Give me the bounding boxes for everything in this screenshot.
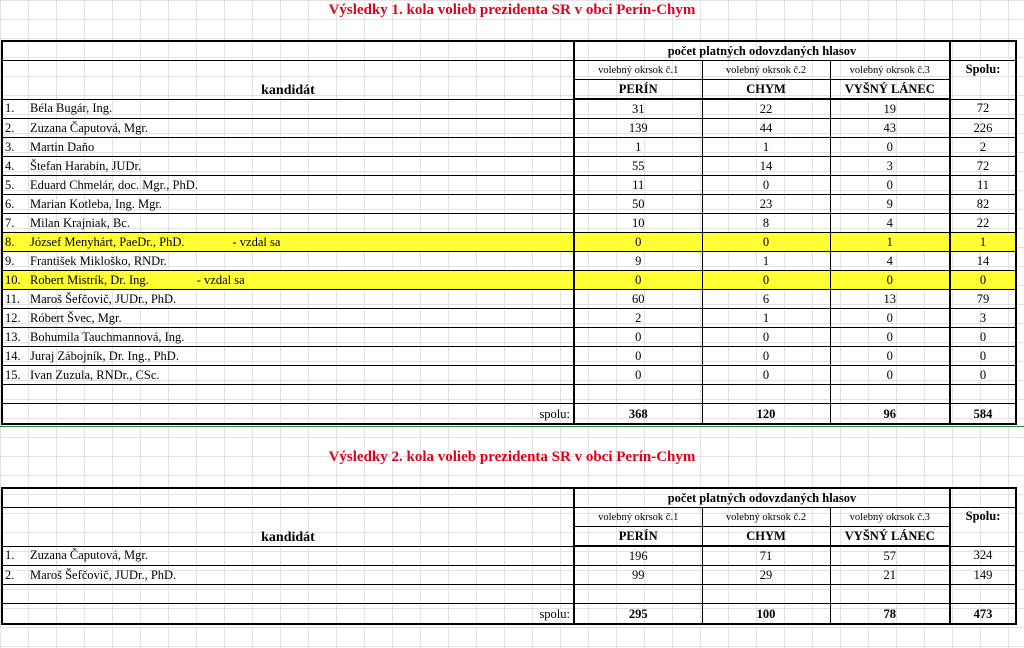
candidate-row [2, 252, 1016, 271]
candidate-total: 226 [950, 119, 1016, 138]
candidate-name: József Menyhárt, PaeDr., PhD. [30, 234, 185, 249]
candidate-name-cell [26, 138, 574, 157]
totals-row [2, 604, 1016, 625]
district-label: volebný okrsok č.3 [830, 61, 950, 80]
district-votes: 13 [830, 290, 950, 309]
candidate-index: 11. [2, 290, 26, 309]
candidate-total: 149 [950, 566, 1016, 585]
candidate-total: 22 [950, 214, 1016, 233]
candidate-index: 13. [2, 328, 26, 347]
candidate-name: Milan Krajniak, Bc. [30, 215, 130, 230]
district-name: VYŠNÝ LÁNEC [830, 527, 950, 547]
header-row-districts [2, 508, 1016, 527]
candidate-name-cell [26, 195, 574, 214]
candidate-index: 3. [2, 138, 26, 157]
candidate-name-cell [26, 328, 574, 347]
candidate-name: Ivan Zuzula, RNDr., CSc. [30, 367, 160, 382]
district-votes: 2 [574, 309, 702, 328]
district-name: PERÍN [574, 80, 702, 100]
district-votes: 9 [574, 252, 702, 271]
header-blank [2, 488, 574, 508]
total-header-blank [950, 488, 1016, 508]
district-votes: 1 [574, 138, 702, 157]
candidate-index: 10. [2, 271, 26, 290]
candidate-index: 4. [2, 157, 26, 176]
district-votes: 9 [830, 195, 950, 214]
candidate-index: 12. [2, 309, 26, 328]
district-label: volebný okrsok č.1 [574, 61, 702, 80]
totals-label: spolu: [2, 604, 574, 625]
total-header: Spolu: [950, 61, 1016, 100]
district-votes: 1 [702, 138, 830, 157]
candidate-name: František Mikloško, RNDr. [30, 253, 167, 268]
candidate-row [2, 546, 1016, 566]
header-row-group [2, 488, 1016, 508]
candidate-row [2, 271, 1016, 290]
candidate-name-cell [26, 233, 574, 252]
district-label: volebný okrsok č.3 [830, 508, 950, 527]
round1-results-table [1, 40, 1017, 425]
candidate-total: 0 [950, 366, 1016, 385]
candidate-total: 79 [950, 290, 1016, 309]
district-total: 96 [830, 404, 950, 425]
district-votes: 0 [702, 328, 830, 347]
candidate-note: - vzdal sa [232, 234, 281, 249]
candidate-index: 5. [2, 176, 26, 195]
empty-cell [702, 385, 830, 404]
district-votes: 196 [574, 546, 702, 566]
candidate-total: 0 [950, 328, 1016, 347]
district-votes: 60 [574, 290, 702, 309]
district-name: VYŠNÝ LÁNEC [830, 80, 950, 100]
candidate-index: 14. [2, 347, 26, 366]
district-label: volebný okrsok č.1 [574, 508, 702, 527]
district-votes: 0 [574, 328, 702, 347]
district-votes: 22 [702, 99, 830, 119]
district-votes: 0 [702, 366, 830, 385]
district-votes: 0 [830, 176, 950, 195]
district-votes: 11 [574, 176, 702, 195]
candidate-index: 2. [2, 119, 26, 138]
totals-row [2, 404, 1016, 425]
candidate-total: 3 [950, 309, 1016, 328]
round2-title: Výsledky 2. kola volieb prezidenta SR v obci Perín-Chym [328, 449, 696, 465]
candidate-note: - vzdal sa [196, 272, 245, 287]
candidate-name: Marian Kotleba, Ing. Mgr. [30, 196, 162, 211]
candidate-index: 6. [2, 195, 26, 214]
district-votes: 0 [830, 366, 950, 385]
district-votes: 0 [702, 347, 830, 366]
candidate-total: 11 [950, 176, 1016, 195]
sheet-divider [0, 426, 1024, 427]
empty-cell [830, 585, 950, 604]
candidate-name-cell [26, 119, 574, 138]
district-label: volebný okrsok č.2 [702, 508, 830, 527]
candidate-index: 8. [2, 233, 26, 252]
district-votes: 4 [830, 252, 950, 271]
empty-cell [2, 585, 574, 604]
district-votes: 0 [830, 271, 950, 290]
votes-group-header: počet platných odovzdaných hlasov [574, 41, 950, 61]
candidate-header: kandidát [2, 61, 574, 100]
candidate-row [2, 138, 1016, 157]
candidate-name-cell [26, 290, 574, 309]
candidate-name: Zuzana Čaputová, Mgr. [30, 120, 149, 135]
district-total: 368 [574, 404, 702, 425]
district-name: CHYM [702, 80, 830, 100]
district-votes: 50 [574, 195, 702, 214]
header-row-districts [2, 61, 1016, 80]
candidate-row [2, 309, 1016, 328]
totals-label: spolu: [2, 404, 574, 425]
empty-row [2, 385, 1016, 404]
votes-group-header: počet platných odovzdaných hlasov [574, 488, 950, 508]
candidate-index: 7. [2, 214, 26, 233]
district-total: 78 [830, 604, 950, 625]
district-votes: 0 [702, 176, 830, 195]
round1-title: Výsledky 1. kola volieb prezidenta SR v obci Perín-Chym [328, 2, 696, 18]
candidate-name: Maroš Šefčovič, JUDr., PhD. [30, 291, 177, 306]
candidate-name-cell [26, 176, 574, 195]
district-votes: 31 [574, 99, 702, 119]
district-total: 120 [702, 404, 830, 425]
candidate-row [2, 347, 1016, 366]
empty-cell [950, 385, 1016, 404]
candidate-total: 0 [950, 271, 1016, 290]
candidate-total: 14 [950, 252, 1016, 271]
candidate-row [2, 366, 1016, 385]
district-label: volebný okrsok č.2 [702, 61, 830, 80]
empty-cell [950, 585, 1016, 604]
district-votes: 0 [574, 271, 702, 290]
candidate-name: Eduard Chmelár, doc. Mgr., PhD. [30, 177, 198, 192]
candidate-name-cell [26, 157, 574, 176]
district-votes: 0 [574, 366, 702, 385]
district-votes: 4 [830, 214, 950, 233]
candidate-name-cell [26, 271, 574, 290]
district-votes: 1 [702, 309, 830, 328]
district-votes: 43 [830, 119, 950, 138]
candidate-name: Štefan Harabin, JUDr. [30, 158, 142, 173]
district-votes: 0 [830, 328, 950, 347]
grand-total: 473 [950, 604, 1016, 625]
header-row-group [2, 41, 1016, 61]
candidate-name: Bohumila Tauchmannová, Ing. [30, 329, 185, 344]
district-name: PERÍN [574, 527, 702, 547]
candidate-total: 324 [950, 546, 1016, 566]
candidate-name-cell [26, 252, 574, 271]
district-votes: 8 [702, 214, 830, 233]
candidate-total: 1 [950, 233, 1016, 252]
district-votes: 10 [574, 214, 702, 233]
candidate-row [2, 566, 1016, 585]
district-votes: 0 [702, 271, 830, 290]
candidate-name-cell [26, 99, 574, 119]
candidate-name: Martin Daňo [30, 139, 95, 154]
district-votes: 0 [574, 233, 702, 252]
candidate-name-cell [26, 214, 574, 233]
total-header: Spolu: [950, 508, 1016, 547]
round2-results-table [1, 487, 1017, 625]
candidate-total: 82 [950, 195, 1016, 214]
district-votes: 44 [702, 119, 830, 138]
candidate-row [2, 233, 1016, 252]
candidate-total: 2 [950, 138, 1016, 157]
district-votes: 71 [702, 546, 830, 566]
candidate-header: kandidát [2, 508, 574, 547]
district-votes: 0 [574, 347, 702, 366]
candidate-row [2, 176, 1016, 195]
district-votes: 14 [702, 157, 830, 176]
district-votes: 19 [830, 99, 950, 119]
candidate-row [2, 99, 1016, 119]
empty-cell [2, 385, 574, 404]
district-votes: 0 [702, 233, 830, 252]
district-total: 100 [702, 604, 830, 625]
empty-cell [574, 585, 702, 604]
candidate-name: Róbert Švec, Mgr. [30, 310, 122, 325]
district-votes: 139 [574, 119, 702, 138]
candidate-name-cell [26, 347, 574, 366]
district-votes: 99 [574, 566, 702, 585]
candidate-name-cell [26, 366, 574, 385]
district-votes: 0 [830, 347, 950, 366]
district-votes: 0 [830, 309, 950, 328]
candidate-row [2, 328, 1016, 347]
header-blank [2, 41, 574, 61]
candidate-row [2, 195, 1016, 214]
district-votes: 21 [830, 566, 950, 585]
district-votes: 3 [830, 157, 950, 176]
total-header-blank [950, 41, 1016, 61]
candidate-row [2, 214, 1016, 233]
candidate-name: Béla Bugár, Ing. [30, 101, 113, 116]
candidate-name: Maroš Šefčovič, JUDr., PhD. [30, 567, 177, 582]
district-votes: 29 [702, 566, 830, 585]
district-votes: 0 [830, 138, 950, 157]
candidate-row [2, 290, 1016, 309]
candidate-name-cell [26, 546, 574, 566]
candidate-index: 1. [2, 99, 26, 119]
candidate-name: Robert Mistrík, Dr. Ing. [30, 272, 149, 287]
empty-cell [830, 385, 950, 404]
district-votes: 1 [702, 252, 830, 271]
candidate-row [2, 157, 1016, 176]
district-votes: 57 [830, 546, 950, 566]
candidate-index: 15. [2, 366, 26, 385]
district-votes: 6 [702, 290, 830, 309]
district-votes: 55 [574, 157, 702, 176]
candidate-name-cell [26, 566, 574, 585]
candidate-row [2, 119, 1016, 138]
candidate-total: 72 [950, 157, 1016, 176]
candidate-total: 0 [950, 347, 1016, 366]
district-votes: 1 [830, 233, 950, 252]
candidate-name-cell [26, 309, 574, 328]
district-total: 295 [574, 604, 702, 625]
grand-total: 584 [950, 404, 1016, 425]
candidate-index: 2. [2, 566, 26, 585]
candidate-name: Juraj Zábojník, Dr. Ing., PhD. [30, 348, 179, 363]
empty-row [2, 585, 1016, 604]
candidate-total: 72 [950, 99, 1016, 119]
empty-cell [702, 585, 830, 604]
empty-cell [574, 385, 702, 404]
district-votes: 23 [702, 195, 830, 214]
candidate-name: Zuzana Čaputová, Mgr. [30, 548, 149, 563]
candidate-index: 1. [2, 546, 26, 566]
candidate-index: 9. [2, 252, 26, 271]
district-name: CHYM [702, 527, 830, 547]
